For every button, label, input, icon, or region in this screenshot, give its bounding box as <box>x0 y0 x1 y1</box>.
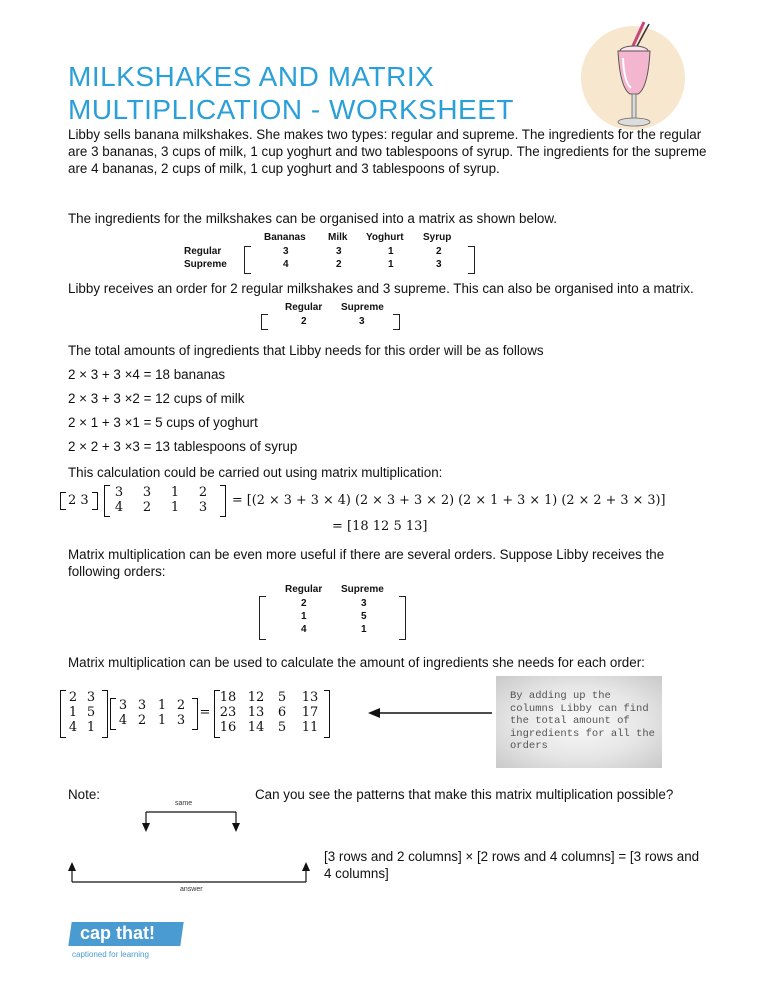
matrix-cell: 2 <box>301 598 307 609</box>
matrix-cell: 3 <box>198 500 208 515</box>
several-orders-text: Matrix multiplication can be even more useful if there are several orders. Suppose Libby receives the following orders: <box>68 547 665 579</box>
matrix-cell: 5 <box>277 690 287 705</box>
matrix-mult-text: This calculation could be carried out using matrix multiplication: <box>68 465 443 480</box>
matrix-cell: 5 <box>277 720 287 735</box>
page-title: MILKSHAKES AND MATRIX MULTIPLICATION - WORKSHEET <box>68 61 514 125</box>
matrix-cell: 2 <box>301 316 307 327</box>
matrix-cell: 2 <box>436 246 442 257</box>
matrix-cell: 2 <box>68 690 78 705</box>
pattern-question: Can you see the patterns that make this matrix multiplication possible? <box>255 787 674 802</box>
matrix-cell: 1 <box>170 485 180 500</box>
matrix-cell: 6 <box>277 705 287 720</box>
column-header: Regular <box>285 302 323 313</box>
column-header: Regular <box>285 584 323 595</box>
matrix-cell: 2 <box>137 713 147 728</box>
matrix-cell: 11 <box>301 720 319 735</box>
matrix-cell: 4 <box>118 713 128 728</box>
matrix-cell: 1 <box>157 713 167 728</box>
matrix-cell: 12 <box>247 690 265 705</box>
ingredients-matrix <box>178 232 498 274</box>
calc-line: 2 × 1 + 3 ×1 = 5 cups of yoghurt <box>68 415 258 430</box>
matrix-cell: 1 <box>301 611 307 622</box>
matrix-cell: 3 <box>283 246 289 257</box>
dimension-text: [3 rows and 2 columns] × [2 rows and 4 columns] = [3 rows and 4 columns] <box>324 849 700 881</box>
matrix-cell: 14 <box>247 720 265 735</box>
column-header: Supreme <box>341 584 384 595</box>
matrix-cell: 3 <box>359 316 365 327</box>
matrix-cell: 3 <box>86 690 96 705</box>
matrix-cell: 1 <box>361 624 367 635</box>
matrix-cell: 2 <box>176 698 186 713</box>
calc-line: 2 × 3 + 3 ×4 = 18 bananas <box>68 367 226 382</box>
logo-tagline: captioned for learning <box>72 950 149 959</box>
answer-label: answer <box>180 886 203 893</box>
milkshake-illustration <box>578 18 688 138</box>
order-matrix <box>255 300 415 332</box>
column-header: Milk <box>328 232 348 243</box>
matrix-cell: 18 <box>219 690 237 705</box>
matrix-cell: 17 <box>301 705 319 720</box>
answer-bracket-icon <box>64 862 314 886</box>
matrix-cell: 2 <box>142 500 152 515</box>
matrix-cell: 3 <box>118 698 128 713</box>
matrix-cell: 1 <box>388 246 394 257</box>
column-header: Yoghurt <box>366 232 404 243</box>
matrix-cell: 23 <box>219 705 237 720</box>
calc-line: 2 × 2 + 3 ×3 = 13 tablespoons of syrup <box>68 439 298 454</box>
matrix-cell: 1 <box>388 259 394 270</box>
left-arrow-icon <box>368 706 494 720</box>
matrix-cell: 13 <box>301 690 319 705</box>
matrix-cell: 3 <box>361 598 367 609</box>
matrix-cell: 3 <box>142 485 152 500</box>
column-header: Syrup <box>423 232 452 243</box>
matrix-cell: 4 <box>114 500 124 515</box>
note-label: Note: <box>68 787 101 802</box>
row-label: Supreme <box>184 259 227 270</box>
matrix-cell: 16 <box>219 720 237 735</box>
same-label: same <box>175 800 193 807</box>
matrix-cell: 2 <box>198 485 208 500</box>
matrix-cell: 1 <box>86 720 96 735</box>
matrix-cell: 4 <box>283 259 289 270</box>
matrix-cell: 1 <box>157 698 167 713</box>
calc-line: 2 × 3 + 3 ×2 = 12 cups of milk <box>68 391 245 406</box>
matrix-cell: 1 <box>68 705 78 720</box>
callout-text: By adding up the columns Libby can find the total amount of ingredients for all the orders <box>510 690 655 752</box>
column-header: Bananas <box>264 232 306 243</box>
equation-result: = [18 12 5 13] <box>332 519 428 534</box>
matrix-cell: 3 <box>436 259 442 270</box>
row-vector: 2 3 <box>68 493 89 508</box>
matrix-cell: 5 <box>361 611 367 622</box>
equation-rhs: = [(2 × 3 + 3 × 4) (2 × 3 + 3 × 2) (2 × 1 + 3 × 1) (2 × 2 + 3 × 3)] <box>232 493 666 508</box>
matrix-cell: 13 <box>247 705 265 720</box>
matrix-cell: 3 <box>336 246 342 257</box>
row-label: Regular <box>184 246 222 257</box>
order-text: Libby receives an order for 2 regular milkshakes and 3 supreme. This can also be organised into a matrix. <box>68 281 694 296</box>
matrix-cell: 5 <box>86 705 96 720</box>
column-header: Supreme <box>341 302 384 313</box>
equation-2 <box>60 688 360 742</box>
matrix-cell: 1 <box>170 500 180 515</box>
total-text: The total amounts of ingredients that Libby needs for this order will be as follows <box>68 343 544 358</box>
matrix-cell: 2 <box>336 259 342 270</box>
cap-that-logo <box>70 922 190 964</box>
calc-amount-text: Matrix multiplication can be used to calculate the amount of ingredients she needs for each order: <box>68 655 645 670</box>
matrix-cell: 3 <box>137 698 147 713</box>
equals-sign: = <box>199 705 211 720</box>
orders-matrix <box>255 584 415 640</box>
same-bracket-icon <box>138 806 248 832</box>
logo-text: cap that! <box>80 923 156 943</box>
organised-text: The ingredients for the milkshakes can be organised into a matrix as shown below. <box>68 211 558 226</box>
equation-1 <box>60 484 700 544</box>
intro-paragraph: Libby sells banana milkshakes. She makes two types: regular and supreme. The ingredients for the regular are 3 bananas, 3 cups of milk, 1 cup yoghurt and two tablespoons of syrup. The ingredients for the supreme are 4 bananas, 2 cups of milk, 1 cup yoghurt and 3 tablespoons of syrup. <box>68 127 707 176</box>
matrix-cell: 3 <box>114 485 124 500</box>
matrix-cell: 4 <box>68 720 78 735</box>
matrix-cell: 4 <box>301 624 307 635</box>
matrix-cell: 3 <box>176 713 186 728</box>
